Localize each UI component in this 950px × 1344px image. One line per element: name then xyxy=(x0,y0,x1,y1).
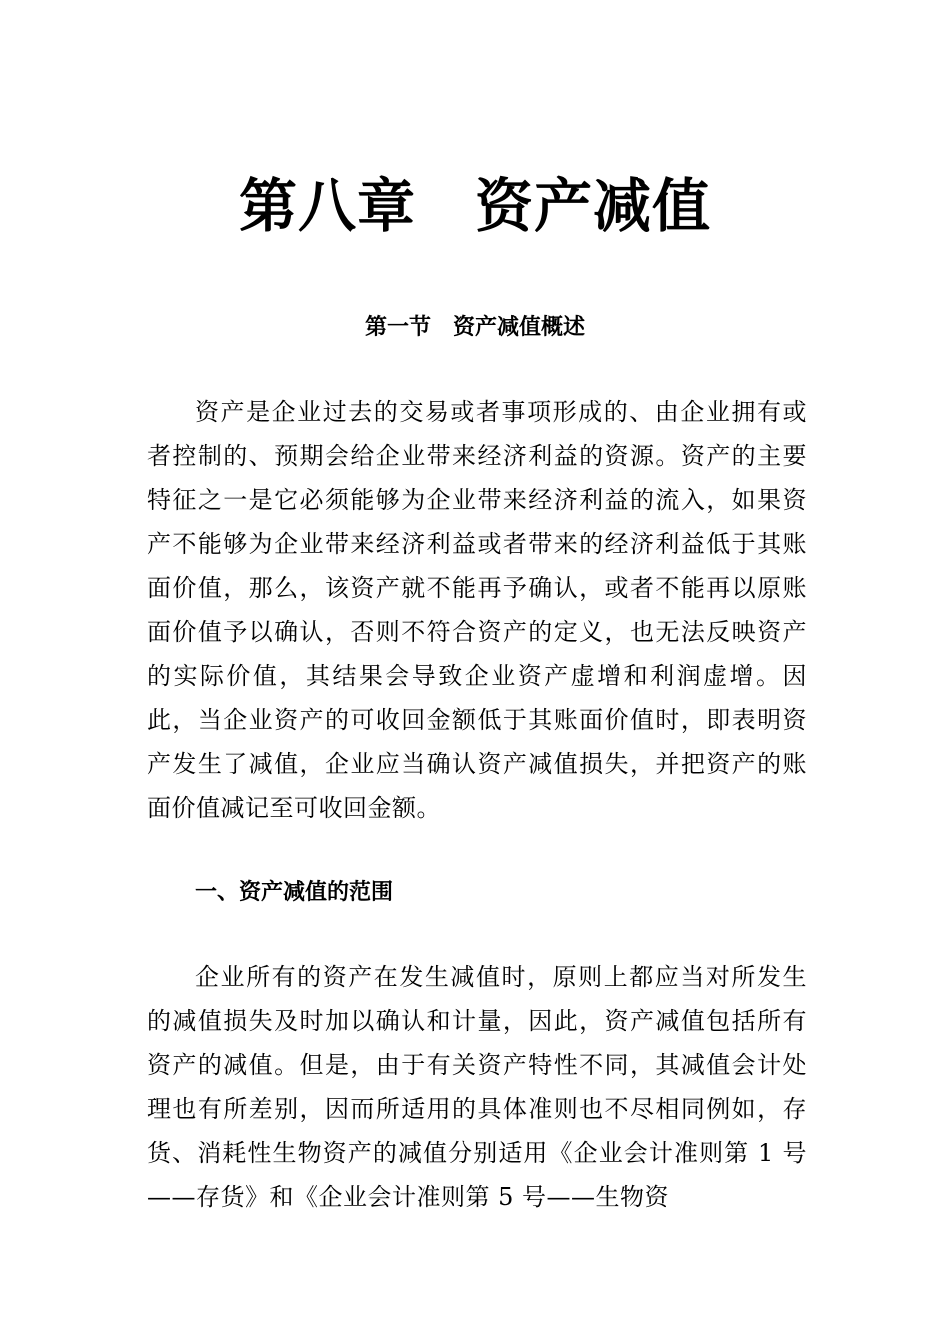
chapter-title: 第八章 资产减值 xyxy=(238,172,711,240)
section-title: 第一节 资产减值概述 xyxy=(364,315,585,340)
subheading-scope: 一、资产减值的范围 xyxy=(195,880,394,905)
intro-paragraph: 资产是企业过去的交易或者事项形成的、由企业拥有或者控制的、预期会给企业带来经济利益的资源。资产的主要特征之一是它必须能够为企业带来经济利益的流入，如果资产不能够为企业带来经济利益或者带来的经济利益低于其账面价值，那么，该资产就不能再予确认，或者不能再以原账面价值予以确认，否则不符合资产的定义，也无法反映资产的实际价值，其结果会导致企业资产虚增和利润虚增。因此，当企业资产的可收回金额低于其账面价值时，即表明资产发生了减值，企业应当确认资产减值损失，并把资产的账面价值减记至可收回金额。 xyxy=(147,398,807,822)
scope-paragraph: 企业所有的资产在发生减值时，原则上都应当对所发生的减值损失及时加以确认和计量，因此，资产减值包括所有资产的减值。但是，由于有关资产特性不同，其减值会计处理也有所差别，因而所适用的具体准则也不尽相同例如，存货、消耗性生物资产的减值分别适用《企业会计准则第 1 号——存货》和《企业会计准则第 5 号——生物资 xyxy=(147,963,807,1211)
